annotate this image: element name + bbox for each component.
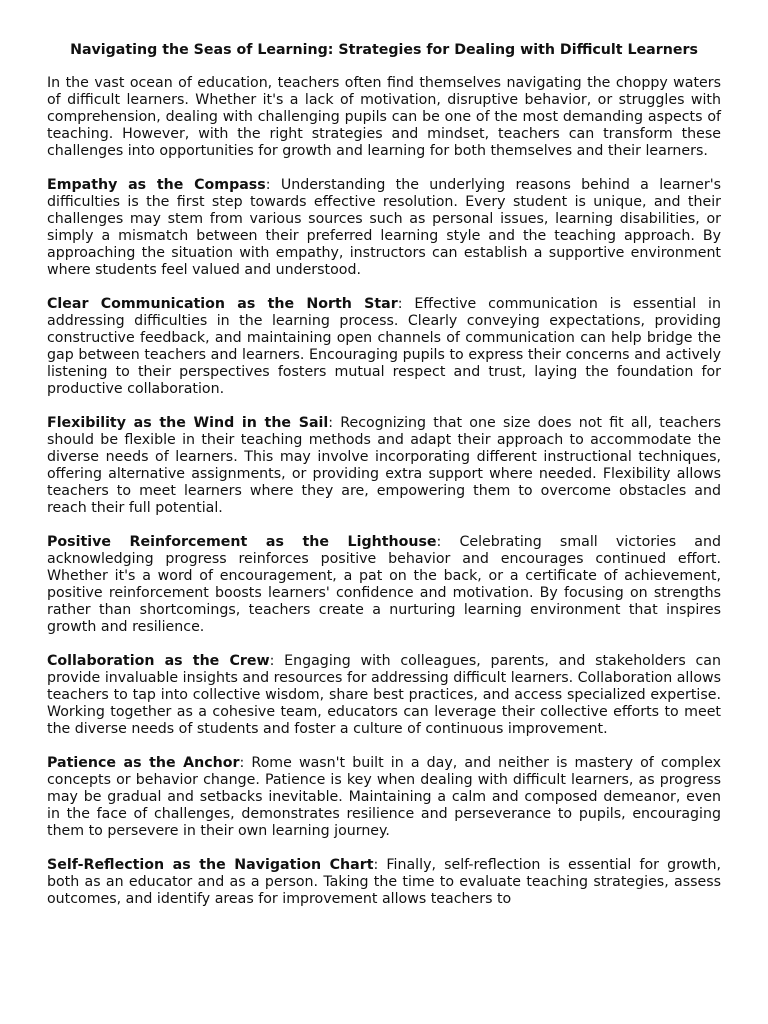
section-body: : Understanding the underlying reasons behind a learner's difficulties is the first step towards effective resolution. Every student is unique, and their challenges may stem from various sources such as personal issues, learning disabilities, or simply a mismatch between their preferred learning style and the teaching approach. By approaching the situation with empathy, instructors can establish a supportive environment where students feel valued and understood. <box>47 177 721 278</box>
section-collaboration <box>47 653 721 738</box>
section-empathy <box>47 177 721 279</box>
section-body: : Rome wasn't built in a day, and neither is mastery of complex concepts or behavior change. Patience is key when dealing with difficult learners, as progress may be gradual and setbacks inevitable. Maintaining a calm and composed demeanor, even in the face of challenges, demonstrates resilience and perseverance to pupils, encouraging them to persevere in their own learning journey. <box>47 755 721 839</box>
section-body: : Recognizing that one size does not fit all, teachers should be flexible in their teaching methods and adapt their approach to accommodate the diverse needs of learners. This may involve incorporating different instructional techniques, offering alternative assignments, or providing extra support where needed. Flexibility allows teachers to meet learners where they are, empowering them to overcome obstacles and reach their full potential. <box>47 415 721 516</box>
intro-paragraph: In the vast ocean of education, teachers often find themselves navigating the choppy waters of difficult learners. Whether it's a lack of motivation, disruptive behavior, or struggles with comprehension, dealing with challenging pupils can be one of the most demanding aspects of teaching. However, with the right strategies and mindset, teachers can transform these challenges into opportunities for growth and learning for both themselves and their learners. <box>47 75 721 159</box>
section-patience <box>47 755 721 840</box>
section-heading: Positive Reinforcement as the Lighthouse <box>47 534 437 550</box>
section-body: : Finally, self-reflection is essential for growth, both as an educator and as a person. Taking the time to evaluate teaching strategies, assess outcomes, and identify areas for improvement allows teachers to <box>47 857 722 907</box>
section-heading: Patience as the Anchor <box>47 755 240 771</box>
section-heading: Empathy as the Compass <box>47 177 266 193</box>
section-positive-reinforcement <box>47 534 721 636</box>
section-body: : Effective communication is essential in addressing difficulties in the learning process. Clearly conveying expectations, providing constructive feedback, and maintaining open channels of communication can help bridge the gap between teachers and learners. Encouraging pupils to express their concerns and actively listening to their perspectives fosters mutual respect and trust, laying the foundation for productive collaboration. <box>47 296 721 397</box>
section-heading: Clear Communication as the North Star <box>47 296 398 312</box>
section-heading: Self-Reflection as the Navigation Chart <box>47 857 374 873</box>
section-heading: Collaboration as the Crew <box>47 653 270 669</box>
section-self-reflection <box>47 857 721 908</box>
section-body: : Engaging with colleagues, parents, and stakeholders can provide invaluable insights and resources for addressing difficult learners. Collaboration allows teachers to tap into collective wisdom, share best practices, and access specialized expertise. Working together as a cohesive team, educators can leverage their collective efforts to meet the diverse needs of students and foster a culture of continuous improvement. <box>47 653 721 737</box>
section-flexibility <box>47 415 721 517</box>
document-page <box>47 42 721 925</box>
section-communication <box>47 296 721 398</box>
page-title: Navigating the Seas of Learning: Strategies for Dealing with Difficult Learners <box>70 42 698 58</box>
section-heading: Flexibility as the Wind in the Sail <box>47 415 329 431</box>
section-body: : Celebrating small victories and acknowledging progress reinforces positive behavior and encourages continued effort. Whether it's a word of encouragement, a pat on the back, or a certificate of achievement, positive reinforcement boosts learners' confidence and motivation. By focusing on strengths rather than shortcomings, teachers create a nurturing learning environment that inspires growth and resilience. <box>47 534 721 635</box>
